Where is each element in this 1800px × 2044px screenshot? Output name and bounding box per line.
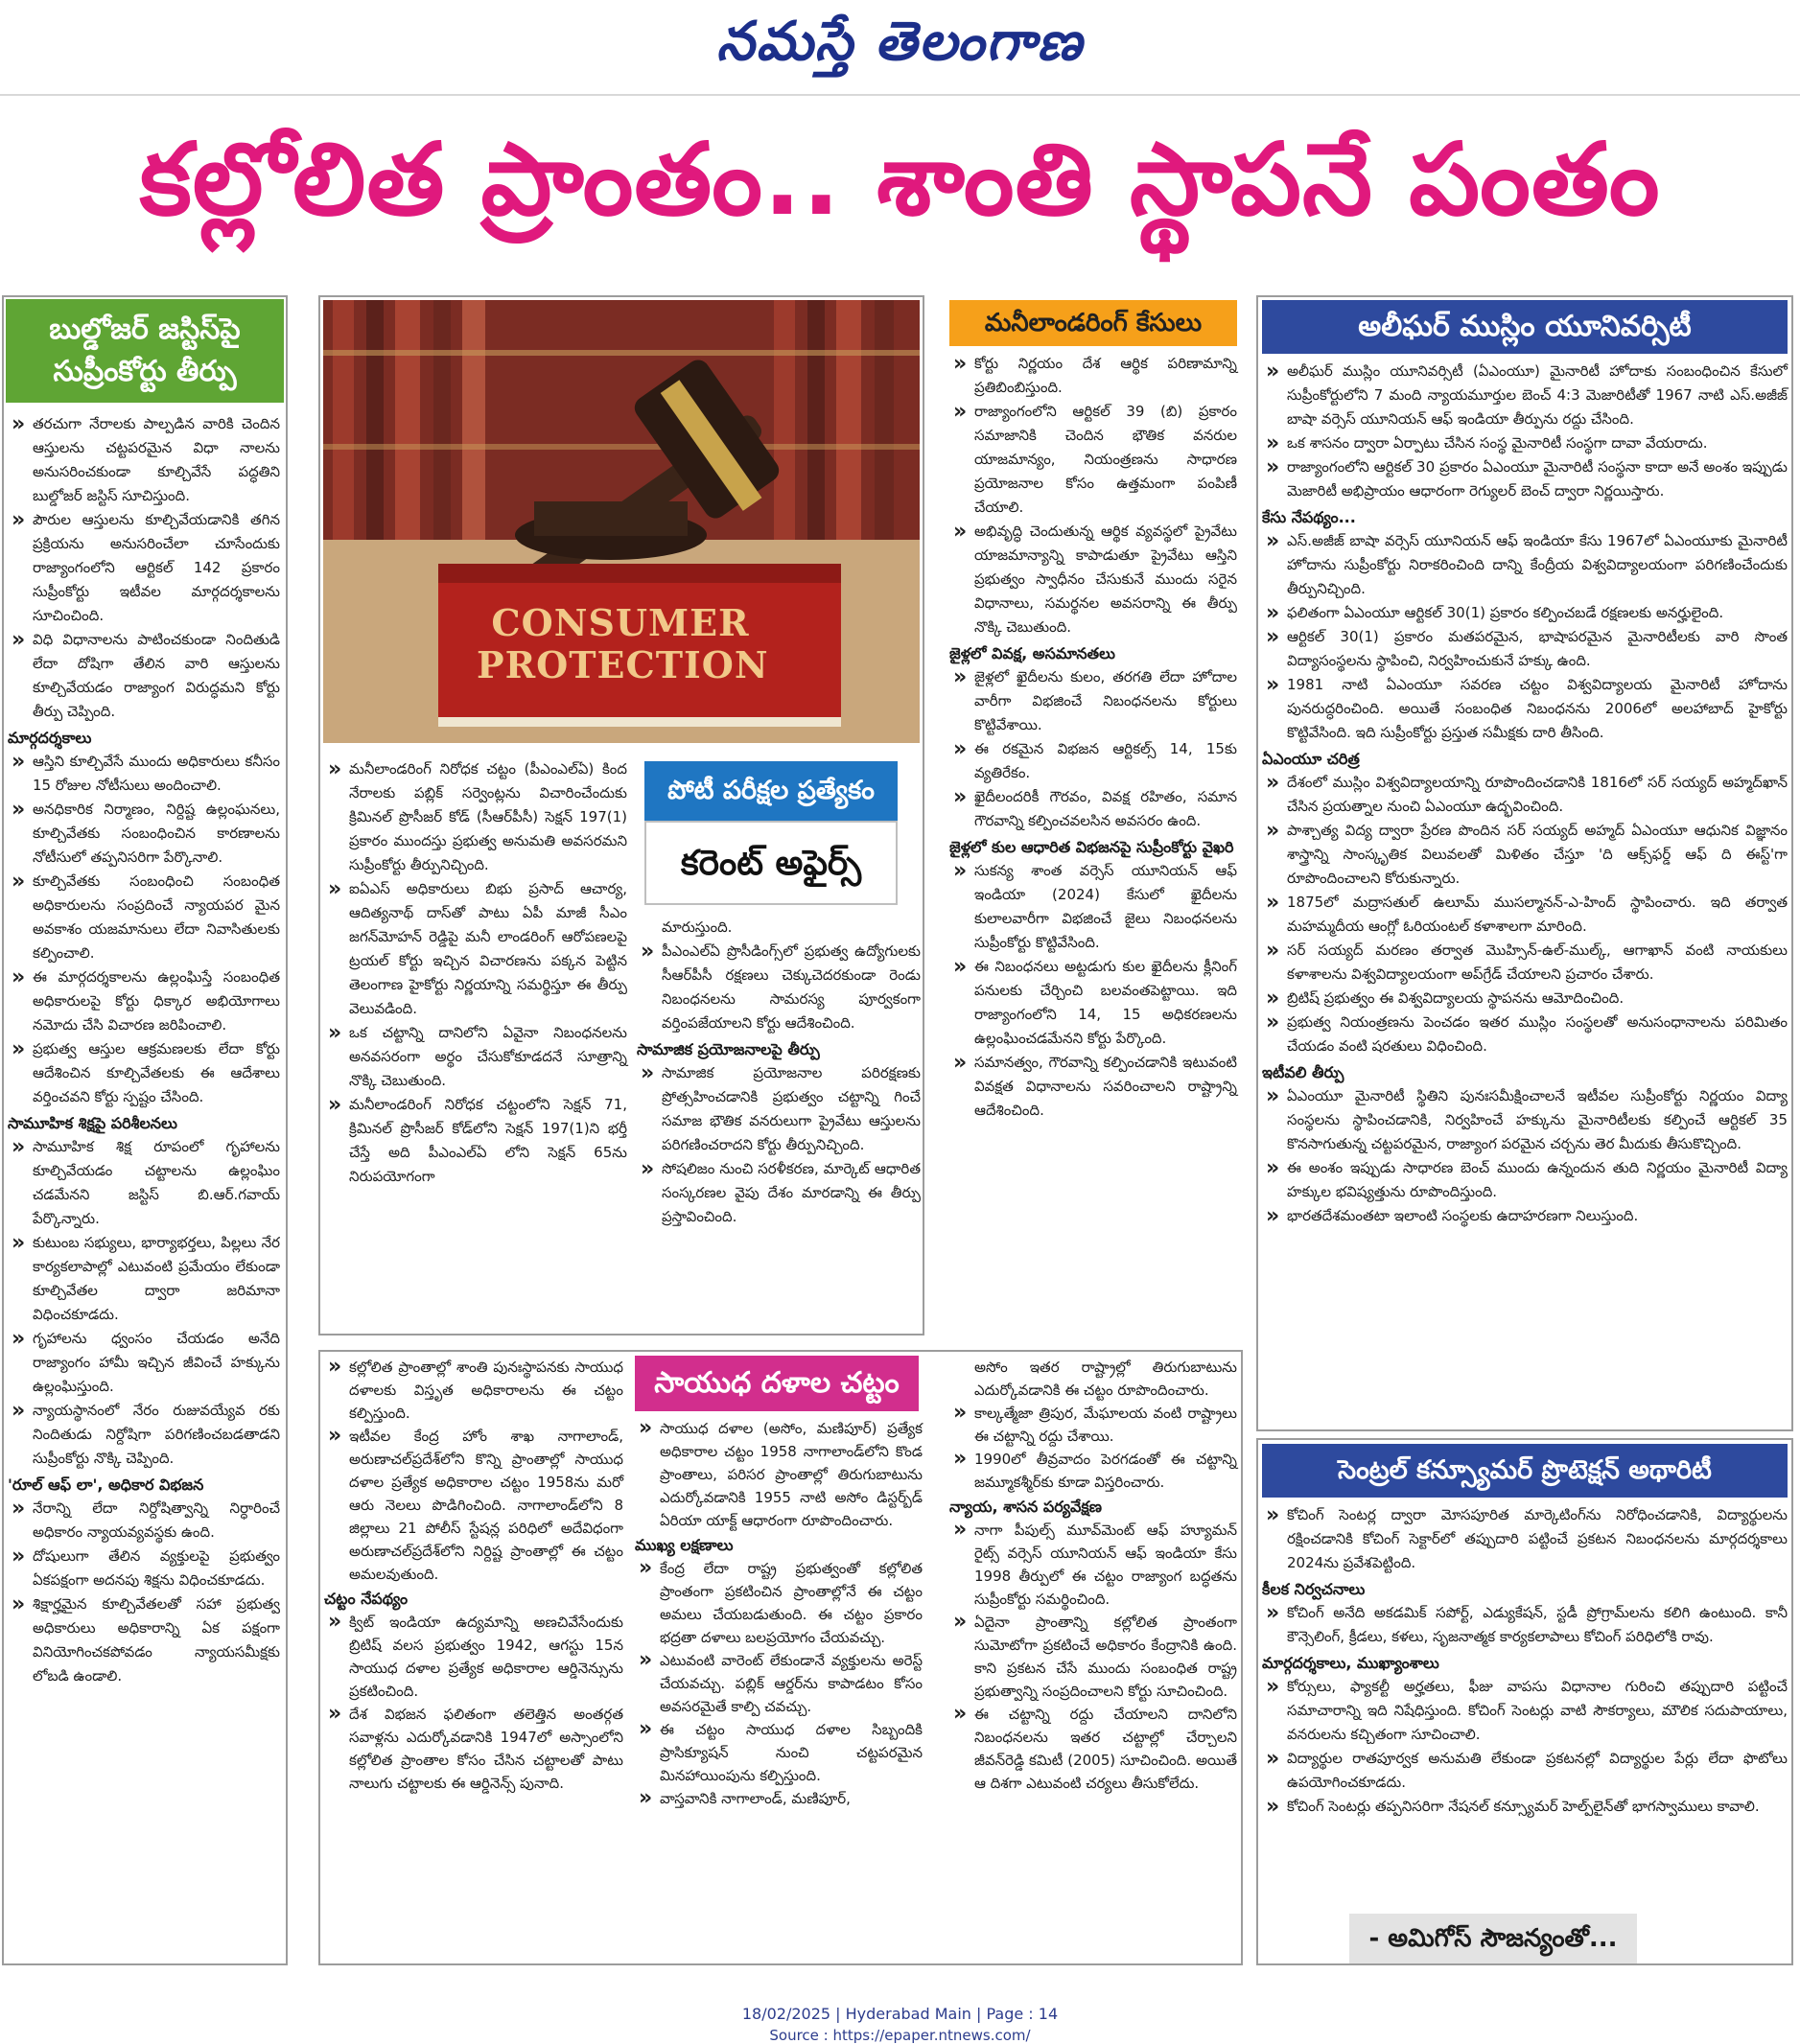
act-background-subhead: చట్టం నేపథ్యం [324,1590,409,1608]
bulldozer-title-box [6,299,284,403]
armed-forces-col2 [635,1356,923,1810]
pmla-continued: మారుస్తుంది. [662,918,733,936]
guidelines-subhead: మార్గదర్శకాలు, ముఖ్యాంశాలు [1262,1654,1439,1672]
oversight-2: » ఏదైనా ప్రాంతాన్ని కల్లోలిత ప్రాంతంగా సుమోటోగా ప్రకటించే అధికారం కేంద్రానికి ఉంది. కాని ప్రకటన చేసే ముందు సంబంధిత రాష్ట్ర ప్రభుత్వాన్ని సంప్రదించాలని కోర్టు సూచించింది. [949,1611,1237,1703]
social-benefit-para-1: » సామాజిక ప్రయోజనాల పరిరక్షణకు ప్రోత్సహించడానికి ప్రభుత్వం చట్టాన్ని గించే సమాజ భౌతిక వనరులుగా ప్రైవేటు ఆస్తులను పరిగణించరాదని కోర్టు తీర్పునిచ్చింది. [637,1061,921,1157]
social-benefit-para-2: » సోషలిజం నుంచి సరళీకరణ, మార్కెట్ ఆధారిత సంస్కరణల వైపు దేశం మారడాన్ని ఈ తీర్పు ప్రస్తావించింది. [637,1157,921,1229]
caste-para-2: » ఈ నిబంధనలు అట్టడుగు కుల ఖైదీలను క్లీనింగ్ పనులకు చేర్చించి బలవంతపెట్టాయి. ఇది రాజ్యాంగంలోని 14, 15 అధికరణలను ఉల్లంఘించడమేనని కోర్టు పేర్కొంది. [949,955,1237,1051]
bulldozer-rule-3: » శిక్షార్హమైన కూల్చివేతలతో సహా ప్రభుత్వ అధికారులు అధికారాన్ని ఏక పక్షంగా వినియోగించకపోవడం న్యాయసమీక్షకు లోబడి ఉండాలి. [8,1592,280,1688]
newspaper-logo: నమస్తే తెలంగాణ [716,10,1084,73]
special-label-top: పోటీ పరీక్షల ప్రత్యేకం [644,761,898,821]
feature-4: » వాస్తవానికి నాగాలాండ్, మణిపూర్, [635,1787,923,1810]
guideline-para-1: » కోర్సులు, ఫ్యాకల్టీ అర్హతలు, ఫీజు వాపసు విధానాల గురించి తప్పుదారి పట్టించే సమాచారాన్ని ఇది నిషేధిస్తుంది. కోచింగ్ సెంటర్లు వాటి సౌకర్యాలు, మౌలిక సదుపాయాలు, వనరులను కచ్చితంగా సూచించాలి. [1262,1675,1788,1747]
pmla-para-3: » ఒక చట్టాన్ని దానిలోని ఏవైనా నిబంధనలను అనవసరంగా అర్థం చేసుకోకూడదనే సూత్రాన్ని నొక్కి చెబుతుంది. [324,1021,627,1093]
history-para-6: » ప్రభుత్వ నియంత్రణను పెంచడం ఇతర ముస్లిం సంస్థలతో అనుసంధానాలను పరిమితం చేయడం వంటి షరతులు విధించింది. [1262,1010,1788,1058]
background-para-1: » ఎస్.అజీజ్ బాషా వర్సెస్ యూనియన్ ఆఫ్ ఇండియా కేసు 1967లో ఏఎంయూకు మైనారిటీ హోదాను సుప్రీంకోర్టు నిరాకరించింది దాన్ని కేంద్రీయ విశ్వవిద్యాలయంగా పరిగణించేందుకు తీర్పునిచ్చింది. [1262,529,1788,601]
armed-intro-2: » ఇటీవల కేంద్ర హోం శాఖ నాగాలాండ్, అరుణాచల్‌ప్రదేశ్‌లోని కొన్ని ప్రాంతాల్లో సాయుధ దళాల ప్రత్యేక అధికారాల చట్టం 1958ను మరో ఆరు నెలలు పొడిగించింది. నాగాలాండ్‌లోని 8 జిల్లాలు 21 పోలీస్ స్టేషన్ల పరిధిలో అదేవిధంగా అరుణాచల్‌ప్రదేశ్‌లోని నిర్దిష్ట ప్రాంతాల్లో ఈ చట్టం అమలవుతుంది. [324,1425,623,1586]
armed-col2-para-1: » సాయుధ దళాల (అసోం, మణిపూర్) ప్రత్యేక అధికారాల చట్టం 1958 నాగాలాండ్‌లోని కొండ ప్రాంతాలు, పరిసర ప్రాంతాల్లో తిరుగుబాటును ఎదుర్కోవడానికి 1955 నాటి అసోం డిస్టర్బ్‌డ్ ఏరియా యాక్ట్ ఆధారంగా రూపొందించారు. [635,1417,923,1532]
pmla-para-2: » ఐఏఎస్ అధికారులు బిభు ప్రసాద్ ఆచార్య, ఆదిత్యనాథ్ దాస్‌తో పాటు ఏపీ మాజీ సీఎం జగన్‌మోహన్ రెడ్డిపై మనీ లాండరింగ్ ఆరోపణలపై ట్రయల్ కోర్టు ఇచ్చిన విచారణను పక్కన పెట్టిన తెలంగాణ హైకోర్టు నిర్ణయాన్ని సమర్థిస్తూ ఈ తీర్పు వెలువడింది. [324,877,627,1021]
prison-discrimination-subhead: జైళ్లలో వివక్ష, అసమానతలు [949,644,1115,662]
act-background-1: » క్విట్ ఇండియా ఉద్యమాన్ని అణచివేసేందుకు బ్రిటిష్ వలస ప్రభుత్వం 1942, ఆగస్టు 15న సాయుధ దళాల ప్రత్యేక అధికారాల ఆర్డినెన్సును ప్రకటించింది. [324,1611,623,1703]
background-para-3: » ఆర్టికల్ 30(1) ప్రకారం మతపరమైన, భాషాపరమైన మైనారిటీలకు వారి సొంత విద్యాసంస్థలను స్థాపించి, నిర్వహించుకునే హక్కు ఉంది. [1262,625,1788,673]
courtesy-credit: - అమిగోస్ సౌజన్యంతో... [1349,1914,1637,1963]
verdict-para-1: » ఏఎంయూ మైనారిటీ స్థితిని పునఃసమీక్షించాలనే ఇటీవల సుప్రీంకోర్టు నిర్ణయం విద్యా సంస్థలను స్థాపించడానికి, నిర్వహించే హక్కును మైనారిటీలకు కల్పించే ఆర్టికల్ 35 కొనసాగుతున్న చట్టపరమైన, రాజ్యాంగ పరమైన చర్చను తెర మీదుకు తీసుకొచ్చింది. [1262,1084,1788,1156]
verdict-para-3: » భారతదేశమంతటా ఇలాంటి సంస్థలకు ఉదాహరణగా నిలుస్తుంది. [1262,1204,1788,1228]
bulldozer-rule-2: » దోషులుగా తేలిన వ్యక్తులపై ప్రభుత్వం ఏకపక్షంగా అదనపు శిక్షను విధించకూడదు. [8,1545,280,1592]
social-benefit-subhead: సామాజిక ప్రయోజనాలపై తీర్పు [637,1040,820,1058]
armed-forces-title: సాయుధ దళాల చట్టం [635,1356,919,1411]
ccpa-article [1262,1444,1788,1819]
bulldozer-guideline-3: » కూల్చివేతకు సంబంధించి సంబంధిత అధికారులను సంప్రదించే న్యాయపర మైన అవకాశం యజమానులు లేదా నివాసితులకు కల్పించాలి. [8,870,280,965]
bulldozer-article [6,299,284,1688]
aligarh-title: అలీఘర్ ముస్లిం యూనివర్సిటీ [1262,300,1788,354]
prison-para-3: » ఖైదీలందరికీ గౌరవం, వివక్ష రహితం, సమాన గౌరవాన్ని కల్పించవలసిన అవసరం ఉంది. [949,785,1237,833]
caste-division-subhead: జైళ్లలో కుల ఆధారిత విభజనపై సుప్రీంకోర్టు వైఖరి [949,838,1234,856]
feature-1: » కేంద్ర లేదా రాష్ట్ర ప్రభుత్వంతో కల్లోలిత ప్రాంతంగా ప్రకటించిన ప్రాంతాల్లోనే ఈ చట్టం అమలు చేయబడుతుంది. ఈ చట్టం ప్రకారం భద్రతా దళాలు బలప్రయోగం చేయవచ్చు. [635,1557,923,1649]
pmla-para-1: » మనీలాండరింగ్ నిరోధక చట్టం (పీఎంఎల్‌ఏ) కింద నేరాలకు పబ్లిక్ సర్వెంట్లను విచారించేందుకు క్రిమినల్ ప్రొసీజర్ కోడ్ (సీఆర్‌పీసీ) సెక్షన్ 197(1) ప్రకారం ముందస్తు ప్రభుత్వ అనుమతి అవసరమని సుప్రీంకోర్టు తీర్పునిచ్చింది. [324,757,627,877]
history-para-1: » దేశంలో ముస్లిం విశ్వవిద్యాలయాన్ని రూపొందించడానికి 1816లో సర్ సయ్యద్ అహ్మద్‌ఖాన్ చేసిన ప్రయత్నాల నుంచి ఏఎంయూ ఉద్భవించింది. [1262,771,1788,819]
aligarh-para-2: » ఒక శాసనం ద్వారా ఏర్పాటు చేసిన సంస్థ మైనారిటీ సంస్థగా దావా వేయరాదు. [1262,431,1788,455]
feature-2: » ఎటువంటి వారెంట్ లేకుండానే వ్యక్తులను అరెస్ట్ చేయవచ్చు. పబ్లిక్ ఆర్డర్‌ను కాపాడటం కోసం అవసరమైతే కాల్పి చవచ్చు. [635,1649,923,1718]
bulldozer-title-line2: సుప్రీంకోర్టు తీర్పు [53,355,237,388]
bulldozer-para-2: » పౌరుల ఆస్తులను కూల్చివేయడానికి తగిన ప్రక్రియను అనుసరించేలా చూసేందుకు రాజ్యాంగంలోని ఆర్టికల్ 142 ప్రకారం సుప్రీంకోర్టు ఇటీవల మార్గదర్శకాలను సూచించింది. [8,508,280,628]
amu-history-subhead: ఏఎంయూ చరిత్ర [1262,750,1360,768]
background-para-4: » 1981 నాటి ఏఎంయూ సవరణ చట్టం విశ్వవిద్యాలయ మైనారిటీ హోదాను పునరుద్ధరించింది. అయితే సంబంధిత నిబంధనను 2006లో అలహాబాద్ హైకోర్టు కొట్టివేసింది. ఇది సుప్రీంకోర్టు ప్రస్తుత సమీక్షకు దారి తీసింది. [1262,673,1788,745]
guideline-para-3: » కోచింగ్ సెంటర్లు తప్పనిసరిగా నేషనల్ కన్స్యూమర్ హెల్ప్‌లైన్‌తో భాగస్వాములు కావాలి. [1262,1795,1788,1819]
current-affairs-label: కరెంట్ అఫైర్స్ [644,821,898,905]
book-title: CONSUMER PROTECTION [477,601,769,686]
armed-forces-col1 [324,1356,623,1795]
bulldozer-subhead-collective: సామూహిక శిక్షపై పరిశీలనలు [8,1114,177,1132]
case-background-subhead: కేసు నేపథ్యం... [1262,508,1356,526]
history-para-2: » పాశ్చాత్య విద్య ద్వారా ప్రేరణ పొందిన సర్ సయ్యద్ అహ్మద్ ఏఎంయూ ఆధునిక విజ్ఞానం శాస్త్రాన్ని సాంస్కృతిక విలువలతో మిళితం చేస్తూ 'ది ఆక్స్‌ఫర్డ్ ఆఫ్ ది ఈస్ట్'గా రూపొందించాలని కోరుకున్నారు. [1262,819,1788,891]
masthead [0,0,1800,96]
history-para-3: » 1875లో మద్రాసతుల్ ఉలూమ్ ముసల్మానన్-ఎ-హింద్ స్థాపించారు. ఇది తర్వాత మహమ్మదీయ ఆంగ్లో ఓరియంటల్ కళాశాలగా మారింది. [1262,891,1788,939]
consumer-protection-photo [323,300,920,743]
definition-para-1: » కోచింగ్ అనేది అకడమిక్ సపోర్ట్, ఎడ్యుకేషన్, స్టడీ ప్రోగ్రామ్‌లను కలిగి ఉంటుంది. కానీ కౌన్సెలింగ్, క్రీడలు, కళలు, సృజనాత్మక కార్యకలాపాలు కోచింగ్ పరిధిలోకి రావు. [1262,1601,1788,1649]
money-para-1: » కోర్టు నిర్ణయం దేశ ఆర్థిక పరిణామాన్ని ప్రతిబింబిస్తుంది. [949,352,1237,400]
footer-source-link[interactable]: Source : https://epaper.ntnews.com/ [769,2027,1031,2044]
money-laundering-article [949,300,1237,1123]
caste-para-1: » సుకన్య శాంత వర్సెస్ యూనియన్ ఆఫ్ ఇండియా (2024) కేసులో ఖైదీలను కులాలవారీగా విభజించే జైలు నిబంధనలను సుప్రీంకోర్టు కొట్టివేసింది. [949,859,1237,955]
money-laundering-title: మనీలాండరింగ్ కేసులు [949,300,1237,346]
act-background-2: » దేశ విభజన ఫలితంగా తలెత్తిన అంతర్గత సవాళ్లను ఎదుర్కోవడానికి 1947లో అస్సాంలోని కల్లోలిత ప్రాంతాల కోసం చేసిన చట్టాలతో పాటు నాలుగు చట్టాలకు ఈ ఆర్డినెన్స్ పునాది. [324,1703,623,1795]
special-label [644,761,898,905]
armed-col3-intro: అసోం ఇతర రాష్ట్రాల్లో తిరుగుబాటును ఎదుర్కోవడానికి ఈ చట్టం రూపొందించారు. [974,1359,1237,1399]
ccpa-para-1: » కోచింగ్ సెంటర్ల ద్వారా మోసపూరిత మార్కెటింగ్‌ను నిరోధించడానికి, విద్యార్థులను రక్షించడానికి కోచింగ్ సెక్టార్‌లో తప్పుదారి పట్టించే ప్రకటన నిబంధనలను మార్గదర్శకాలు 2024ను ప్రవేశపెట్టింది. [1262,1503,1788,1575]
caste-para-3: » సమానత్వం, గౌరవాన్ని కల్పించడానికి ఇటువంటి వివక్షత విధానాలను సవరించాలని రాష్ట్రాన్ని ఆదేశించింది. [949,1051,1237,1123]
money-para-3: » అభివృద్ధి చెందుతున్న ఆర్థిక వ్యవస్థలో ప్రైవేటు యాజమాన్యాన్ని కాపాడుతూ ప్రైవేటు ఆస్తిని ప్రభుత్వం స్వాధీనం చేసుకునే ముందు సరైన విధానాలు, సమర్థనల అవసరాన్ని ఈ తీర్పు నొక్కి చెబుతుంది. [949,520,1237,639]
bulldozer-collective-3: » గృహాలను ధ్వంసం చేయడం అనేది రాజ్యాంగం హామీ ఇచ్చిన జీవించే హక్కును ఉల్లంఘిస్తుంది. [8,1327,280,1399]
pmla-mid-column [637,916,921,1229]
aligarh-para-1: » అలీఘర్ ముస్లిం యూనివర్సిటీ (ఏఎంయూ) మైనారిటీ హోదాకు సంబంధించిన కేసులో సుప్రీంకోర్టులోని 7 మంది న్యాయమూర్తుల బెంచ్ 4:3 మెజారిటీతో 1967 నాటి ఎస్.అజీజ్ బాషా వర్సెస్ యూనియన్ ఆఫ్ ఇండియా తీర్పును రద్దు చేసింది. [1262,360,1788,431]
history-para-4: » సర్ సయ్యద్ మరణం తర్వాత మొహ్సిన్-ఉల్-ముల్క్, ఆగాఖాన్ వంటి నాయకులు కళాశాలను విశ్వవిద్యాలయంగా అప్‌గ్రేడ్ చేయాలని ప్రచారం చేశారు. [1262,939,1788,987]
aligarh-article [1262,300,1788,1228]
bulldozer-para-1: » తరచుగా నేరాలకు పాల్పడిన వారికి చెందిన ఆస్తులను చట్టపరమైన విధా నాలను అనుసరించకుండా కూల్చివేసే పద్ధతిని బుల్డోజర్ జస్టిస్ సూచిస్తుంది. [8,412,280,508]
armed-intro-1: » కల్లోలిత ప్రాంతాల్లో శాంతి పునఃస్థాపనకు సాయుధ దళాలకు విస్తృత అధికారాలను ఈ చట్టం కల్పిస్తుంది. [324,1356,623,1425]
background-para-2: » ఫలితంగా ఏఎంయూ ఆర్టికల్ 30(1) ప్రకారం కల్పించబడే రక్షణలకు అనర్హులైంది. [1262,601,1788,625]
page-footer [0,2004,1800,2044]
bulldozer-guideline-1: » ఆస్తిని కూల్చివేసే ముందు అధికారులు కనీసం 15 రోజుల నోటీసులు అందించాలి. [8,750,280,798]
bulldozer-guideline-4: » ఈ మార్గదర్శకాలను ఉల్లంఘిస్తే సంబంధిత అధికారులపై కోర్టు ధిక్కార అభియోగాలు నమోదు చేసి విచారణ జరిపించాలి. [8,965,280,1037]
recent-verdict-subhead: ఇటీవలి తీర్పు [1262,1063,1344,1081]
oversight-3: » ఈ చట్టాన్ని రద్దు చేయాలని దానిలోని నిబంధనలను ఇతర చట్టాల్లో చేర్చాలని జీవన్‌రెడ్డి కమిటీ (2005) సూచించింది. అయితే ఆ దిశగా ఎటువంటి చర్యలు తీసుకోలేదు. [949,1703,1237,1795]
feature-3: » ఈ చట్టం సాయుధ దళాల సిబ్బందికి ప్రాసిక్యూషన్ నుంచి చట్టపరమైన మినహాయింపును కల్పిస్తుంది. [635,1718,923,1787]
masthead-divider [0,94,1800,96]
bulldozer-subhead-guidelines: మార్గదర్శకాలు [8,729,92,747]
money-para-2: » రాజ్యాంగంలోని ఆర్టికల్ 39 (బి) ప్రకారం సమాజానికి చెందిన భౌతిక వనరుల యాజమాన్యం, నియంత్రణను సాధారణ ప్రయోజనాల కోసం ఉత్తమంగా పంపిణీ చేయాలి. [949,400,1237,520]
bulldozer-subhead-ruleoflaw: 'రూల్ ఆఫ్ లా', అధికార విభజన [8,1475,204,1494]
key-definitions-subhead: కీలక నిర్వచనాలు [1262,1580,1366,1598]
bulldozer-guideline-5: » ప్రభుత్వ ఆస్తుల ఆక్రమణలకు లేదా కోర్టు ఆదేశించిన కూల్చివేతలకు ఈ ఆదేశాలు వర్తించవని కోర్టు స్పష్టం చేసింది. [8,1037,280,1109]
pmla-mid-para-1: » పీఎంఎల్‌ఏ ప్రొసీడింగ్స్‌లో ప్రభుత్వ ఉద్యోగులకు సీఆర్‌పీసీ రక్షణలు చెక్కుచెదరకుండా రెండు నిబంధనలను సామరస్య పూర్వకంగా వర్తింపజేయాలని కోర్టు ఆదేశించింది. [637,940,921,1035]
bulldozer-collective-4: » న్యాయస్థానంలో నేరం రుజువయ్యేవ రకు నిందితుడు నిర్దోషిగా పరిగణించబడతాడని సుప్రీంకోర్టు నొక్కి చెప్పింది. [8,1399,280,1471]
headline-text: కల్లోలిత ప్రాంతం.. శాంతి స్థాపనే పంతం [139,121,1661,238]
verdict-para-2: » ఈ అంశం ఇప్పుడు సాధారణ బెంచ్ ముందు ఉన్నందున తుది నిర్ణయం మైనారిటీ విద్యా హక్కుల భవిష్యత్తును రూపొందిస్తుంది. [1262,1156,1788,1204]
armed-forces-col3 [949,1356,1237,1795]
ccpa-title: సెంట్రల్ కన్స్యూమర్ ప్రొటెక్షన్ అథారిటీ [1262,1444,1788,1498]
bulldozer-para-3: » విధి విధానాలను పాటించకుండా నిందితుడి లేదా దోషిగా తేలిన వారి ఆస్తులను కూల్చివేయడం రాజ్యాంగ విరుద్ధమని కోర్టు తీర్పు చెప్పింది. [8,628,280,724]
armed-col3-para-1: » కాల్కత్మేజా త్రిపుర, మేఘాలయ వంటి రాష్ట్రాలు ఈ చట్టాన్ని రద్దు చేశాయి. [949,1402,1237,1448]
bulldozer-title-line1: బుల్డోజర్ జస్టిస్‌పై [49,313,241,346]
oversight-1: » నాగా పీపుల్స్ మూవ్‌మెంట్ ఆఫ్ హ్యూమన్ రైట్స్ వర్సెస్ యూనియన్ ఆఫ్ ఇండియా కేసు 1998 తీర్పులో ఈ చట్టం రాజ్యాంగ బద్ధతను సుప్రీంకోర్టు సమర్థించింది. [949,1519,1237,1611]
bulldozer-rule-1: » నేరాన్ని లేదా నిర్దోషిత్వాన్ని నిర్ధారించే అధికారం న్యాయవ్యవస్థకు ఉంది. [8,1497,280,1545]
prison-para-1: » జైళ్లలో ఖైదీలను కులం, తరగతి లేదా హోదాల వారీగా విభజించే నిబంధనలను కోర్టులు కొట్టివేశాయి. [949,665,1237,737]
bulldozer-collective-2: » కుటుంబ సభ్యులు, భార్యాభర్తలు, పిల్లలు నేర కార్యకలాపాల్లో ఎటువంటి ప్రమేయం లేకుండా కూల్చివేతల ద్వారా జరిమానా విధించకూడదు. [8,1231,280,1327]
armed-col3-para-2: » 1990లో తీవ్రవాదం పెరగడంతో ఈ చట్టాన్ని జమ్మూకశ్మీర్‌కు కూడా విస్తరించారు. [949,1448,1237,1494]
history-para-5: » బ్రిటిష్ ప్రభుత్వం ఈ విశ్వవిద్యాలయ స్థాపనను ఆమోదించింది. [1262,987,1788,1010]
prison-para-2: » ఈ రకమైన విభజన ఆర్టికల్స్ 14, 15కు వ్యతిరేకం. [949,737,1237,785]
aligarh-para-3: » రాజ్యాంగంలోని ఆర్టికల్ 30 ప్రకారం ఏఎంయూ మైనారిటీ సంస్థనా కాదా అనే అంశం ఇప్పుడు మెజారిటీ అభిప్రాయం ఆధారంగా రెగ్యులర్ బెంచ్ ద్వారా నిర్ణయిస్తారు. [1262,455,1788,503]
guideline-para-2: » విద్యార్థుల రాతపూర్వక అనుమతి లేకుండా ప్రకటనల్లో విద్యార్థుల పేర్లు లేదా ఫొటోలు ఉపయోగించకూడదు. [1262,1747,1788,1795]
bulldozer-guideline-2: » అనధికారిక నిర్మాణం, నిర్దిష్ట ఉల్లంఘనలు, కూల్చివేతకు సంబంధించిన కారణాలను నోటీసులో తప్పనిసరిగా పేర్కొనాలి. [8,798,280,870]
footer-date-edition: 18/02/2025 | Hyderabad Main | Page : 14 [741,2005,1059,2023]
pmla-left-column [324,757,627,1189]
pmla-para-4: » మనీలాండరింగ్ నిరోధక చట్టంలోని సెక్షన్ 71, క్రిమినల్ ప్రొసీజర్ కోడ్‌లోని సెక్షన్ 197(1)ని భర్తీ చేస్తే అది పీఎంఎల్‌ఏ లోని సెక్షన్ 65ను నిరుపయోగంగా [324,1093,627,1189]
page-headline [0,105,1800,278]
judicial-oversight-subhead: న్యాయ, శాసన పర్యవేక్షణ [949,1498,1102,1516]
key-features-subhead: ముఖ్య లక్షణాలు [635,1536,734,1554]
bulldozer-collective-1: » సామూహిక శిక్ష రూపంలో గృహాలను కూల్చివేయడం చట్టాలను ఉల్లంఘిం చడమేనని జస్టిస్ బి.ఆర్.గవాయ్ పేర్కొన్నారు. [8,1135,280,1231]
